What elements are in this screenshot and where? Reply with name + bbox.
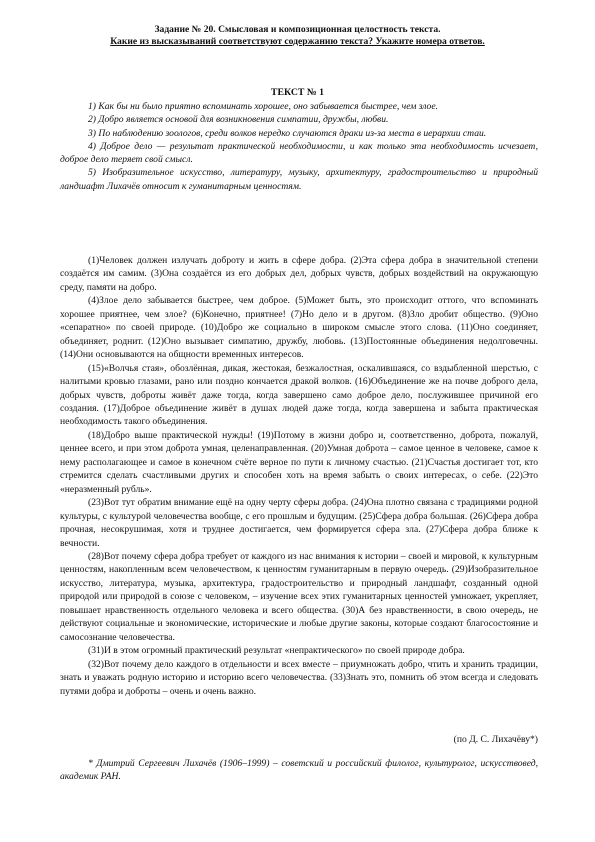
text-paragraph: (31)И в этом огромный практический результат «непрактического» по своей природе добра.	[88, 645, 465, 657]
text-paragraph: (18)Добро выше практической нужды! (19)Потому в жизни добро и, соответственно, доброта, пожалуй, ценнее всего, и при этом доброта умная, целенаправленная. (20)Умная доброта – самое ценное в человеке, самое к нему располагающее и самое в конечном счёте верное по пути к личному счастью. (21)Счастья достигает тот, кто стремится сделать счастливыми других и способен хоть на время забыть о своих интересах, о себе. (22)Это «неразменный рубль».	[60, 429, 538, 495]
statement-item: 1) Как бы ни было приятно вспоминать хорошее, оно забывается быстрее, чем злое.	[88, 101, 439, 112]
text-paragraph: (28)Вот почему сфера добра требует от каждого из нас внимания к истории – своей и мировой, к культурным ценностям, накопленным всем человечеством, к ценностям гуманитарным в первую очередь. (29)Изобразительное искусство, литература, музыка, архитектура, градостроительство и природный ландшафт, созданный одной природой или природой в союзе с человеком, – изучение всех этих гуманитарных ценностей умножает, укрепляет, повышает нравственность отдельного человека и всего общества. (30)А без нравственности, в свою очередь, не действуют социальные и экономические, исторические и любые другие законы, которые создают благосостояние и самосознание человечества.	[60, 550, 538, 643]
text-title: ТЕКСТ № 1	[270, 87, 325, 98]
task-header	[40, 24, 555, 48]
statement-item: 4) Доброе дело — результат практической необходимости, и как только эта необходимость исчезает, доброе дело теряет свой смысл.	[60, 140, 538, 166]
author-attribution: (по Д. С. Лихачёву*)	[453, 734, 538, 745]
task-question: Какие из высказываний соответствуют содержанию текста? Укажите номера ответов.	[110, 36, 485, 47]
text-paragraph: (4)Злое дело забывается быстрее, чем доброе. (5)Может быть, это происходит оттого, что вспоминать хорошее приятнее, чем злое? (6)Конечно, приятнее! (7)Но дело и в другом. (8)Зло дробит общество. (9)Оно «сепаратно» по своей природе. (10)Добро же социально в широком смысле этого слова. (11)Оно соединяет, объединяет, роднит. (12)Оно вызывает симпатию, дружбу, любовь. (13)Постоянные объединения недолговечны. (14)Они основываются на общности временных интересов.	[60, 295, 538, 361]
answer-statements	[60, 100, 538, 193]
text-paragraph: (32)Вот почему дело каждого в отдельности и всех вместе – приумножать добро, чтить и хранить традиции, знать и уважать родную историю и историю всего человечества. (33)Знать это, помнить об этом всегда и следовать путями добра и доброты – очень и очень важно.	[60, 658, 538, 697]
statement-item: 2) Добро является основой для возникновения симпатии, дружбы, любви.	[88, 114, 389, 126]
text-body	[60, 254, 538, 698]
task-heading: Задание № 20. Смысловая и композиционная целостность текста.	[154, 24, 441, 35]
text-paragraph: (1)Человек должен излучать доброту и жить в сфере добра. (2)Эта сфера добра в значительной степени создаётся им самим. (3)Она создаётся из его добрых дел, добрых чувств, добрых воздействий на окружающую среду, памяти на добро.	[60, 255, 538, 293]
text-paragraph: (23)Вот тут обратим внимание ещё на одну черту сферы добра. (24)Она плотно связана с традициями родной культуры, с культурой человечества вообще, с его прошлым и будущим. (25)Сфера добра большая. (26)Сфера добра прочная, несокрушимая, хотя и труднее достигается, чем формируется сфера зла. (27)Сфера добра ближе к вечности.	[60, 497, 538, 549]
statement-item: 3) По наблюдению зоологов, среди волков нередко случаются драки из-за места в иерархии стаи.	[88, 127, 487, 139]
text-paragraph: (15)«Волчья стая», обозлённая, дикая, жестокая, безжалостная, оскалившаяся, со вздыбленной шерстью, с налитыми кровью глазами, рано или поздно кончается дракой волков. (16)Объединение же на почве доброго дела, добрых чувств, доброты живёт даже тогда, когда завершено само доброе дело, послужившее причиной его создания. (17)Доброе объединение живёт в душах людей даже тогда, когда завершена и забыта практическая необходимость такого объединения.	[60, 362, 538, 428]
author-footnote: * Дмитрий Сергеевич Лихачёв (1906–1999) – советский и российский филолог, культуролог, искусствовед, академик РАН.	[60, 758, 538, 783]
statement-item: 5) Изобразительное искусство, литературу, музыку, архитектуру, градостроительство и природный ландшафт Лихачёв относит к гуманитарным ценностям.	[60, 167, 538, 192]
